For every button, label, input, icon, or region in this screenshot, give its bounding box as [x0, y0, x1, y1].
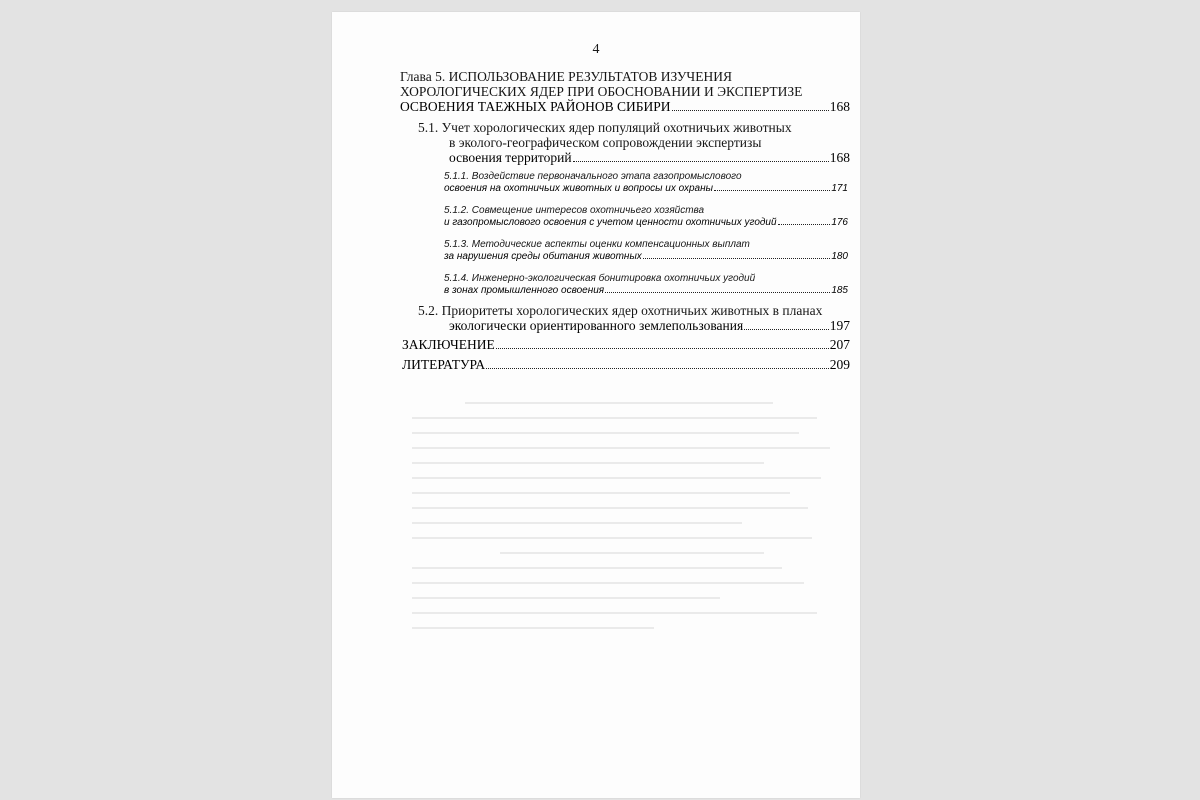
- page-number: 4: [592, 42, 600, 57]
- subsection-5-1-4-line2: [444, 285, 848, 297]
- leader-dots: [573, 161, 829, 162]
- section-5-1-page: 168: [829, 150, 850, 165]
- table-of-contents: [332, 12, 860, 798]
- leader-dots: [778, 224, 831, 225]
- subsection-5-1-3-text: за нарушения среды обитания животных: [444, 251, 642, 262]
- subsection-5-1-3-line1: 5.1.3. Методические аспекты оценки компенсационных выплат: [444, 239, 750, 250]
- leader-dots: [496, 348, 829, 349]
- subsection-5-1-2-text: и газопромыслового освоения с учетом ценности охотничьих угодий: [444, 217, 777, 228]
- chapter-title-text: ОСВОЕНИЯ ТАЕЖНЫХ РАЙОНОВ СИБИРИ: [400, 99, 671, 114]
- conclusion-label: ЗАКЛЮЧЕНИЕ: [402, 337, 495, 352]
- literature-entry: [402, 357, 850, 372]
- chapter-page: 168: [829, 99, 850, 114]
- subsection-5-1-4-line1: 5.1.4. Инженерно-экологическая бонитировка охотничьих угодий: [444, 273, 756, 284]
- subsection-5-1-1-page: 171: [831, 183, 848, 194]
- subsection-5-1-1-line2: [444, 183, 848, 195]
- chapter-title-line1: Глава 5. ИСПОЛЬЗОВАНИЕ РЕЗУЛЬТАТОВ ИЗУЧЕНИЯ: [400, 69, 732, 84]
- section-5-2-line2: [449, 318, 850, 333]
- subsection-5-1-2-line2: [444, 217, 848, 229]
- chapter-title-line2: ХОРОЛОГИЧЕСКИХ ЯДЕР ПРИ ОБОСНОВАНИИ И ЭКСПЕРТИЗЕ: [400, 84, 803, 99]
- subsection-5-1-3-page: 180: [831, 251, 848, 262]
- conclusion-page: 207: [829, 337, 850, 352]
- section-5-2-line1: 5.2. Приоритеты хорологических ядер охотничьих животных в планах: [418, 303, 823, 318]
- subsection-5-1-1-line1: 5.1.1. Воздействие первоначального этапа газопромыслового: [444, 171, 742, 182]
- subsection-5-1-4-text: в зонах промышленного освоения: [444, 285, 605, 296]
- section-5-2-text: экологически ориентированного землепользования: [449, 318, 744, 333]
- leader-dots: [744, 329, 829, 330]
- subsection-5-1-2-page: 176: [831, 217, 848, 228]
- section-5-2-page: 197: [829, 318, 850, 333]
- conclusion-entry: [402, 337, 850, 352]
- document-page: [332, 12, 860, 798]
- section-5-1-line3: [449, 150, 850, 165]
- section-5-1-line2: в эколого-географическом сопровождении экспертизы: [449, 135, 762, 150]
- subsection-5-1-3-line2: [444, 251, 848, 263]
- leader-dots: [672, 110, 829, 111]
- chapter-title-line3: [400, 99, 850, 114]
- leader-dots: [643, 258, 831, 259]
- subsection-5-1-1-text: освоения на охотничьих животных и вопросы их охраны: [444, 183, 713, 194]
- subsection-5-1-2-line1: 5.1.2. Совмещение интересов охотничьего хозяйства: [444, 205, 705, 216]
- leader-dots: [605, 292, 830, 293]
- section-5-1-line1: 5.1. Учет хорологических ядер популяций охотничьих животных: [418, 120, 792, 135]
- section-5-1-text: освоения территорий: [449, 150, 572, 165]
- literature-page: 209: [829, 357, 850, 372]
- leader-dots: [714, 190, 830, 191]
- literature-label: ЛИТЕРАТУРА: [402, 357, 486, 372]
- subsection-5-1-4-page: 185: [831, 285, 848, 296]
- leader-dots: [486, 368, 829, 369]
